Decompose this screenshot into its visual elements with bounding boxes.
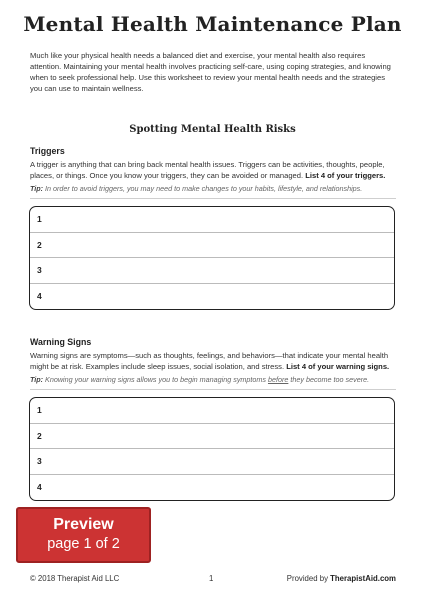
item-number: 2 [37, 430, 42, 441]
triggers-list [29, 206, 395, 310]
warning-signs-divider [30, 389, 396, 390]
footer-page-number: 1 [209, 574, 214, 583]
warning-signs-tip [30, 375, 400, 384]
item-number: 1 [37, 405, 42, 416]
warning-signs-list [29, 397, 395, 501]
triggers-divider [30, 198, 396, 199]
warning-signs-list-item[interactable] [30, 424, 394, 450]
warning-signs-list-item[interactable] [30, 449, 394, 475]
triggers-tip-label: Tip: [30, 184, 44, 193]
preview-title: Preview [53, 516, 114, 533]
warning-signs-heading: Warning Signs [30, 337, 92, 347]
section-heading: Spotting Mental Health Risks [129, 124, 296, 135]
warning-signs-tip-text-before: Knowing your warning signs allows you to begin managing symptoms [43, 375, 268, 384]
triggers-tip-text: In order to avoid triggers, you may need to make changes to your habits, lifestyle, and relationships. [43, 184, 363, 193]
triggers-heading: Triggers [30, 146, 65, 156]
page-title: Mental Health Maintenance Plan [23, 12, 402, 36]
preview-badge [16, 507, 151, 563]
item-number: 4 [37, 291, 42, 302]
triggers-list-item[interactable] [30, 207, 394, 233]
item-number: 3 [37, 456, 42, 467]
warning-signs-description [30, 350, 400, 372]
item-number: 1 [37, 214, 42, 225]
footer-provided-by-link[interactable]: TherapistAid.com [330, 574, 396, 583]
warning-signs-tip-label: Tip: [30, 375, 44, 384]
item-number: 3 [37, 265, 42, 276]
item-number: 4 [37, 482, 42, 493]
triggers-instruction: List 4 of your triggers. [305, 171, 386, 180]
intro-paragraph: Much like your physical health needs a balanced diet and exercise, your mental health also requires attention. Maintaining your mental health involves practicing self-care, using coping strategies, and knowing when to seek professional help. Use this worksheet to review your mental health needs and the strategies you can use to maintain wellness. [30, 51, 391, 93]
triggers-description [30, 159, 400, 181]
footer-provided-by [287, 574, 396, 583]
warning-signs-list-item[interactable] [30, 475, 394, 501]
item-number: 2 [37, 239, 42, 250]
warning-signs-description-text: Warning signs are symptoms—such as thoughts, feelings, and behaviors—that indicate your mental health might be at risk. Examples include sleep issues, social isolation, and stress. [30, 351, 389, 371]
warning-signs-tip-text-after: they become too severe. [288, 375, 370, 384]
preview-page-indicator: page 1 of 2 [47, 536, 120, 552]
footer-copyright: © 2018 Therapist Aid LLC [30, 574, 120, 583]
warning-signs-instruction: List 4 of your warning signs. [286, 362, 390, 371]
triggers-description-text: A trigger is anything that can bring back mental health issues. Triggers can be activities, thoughts, people, places, or things. Once you know your triggers, they can be avoided or managed. [30, 160, 385, 180]
triggers-list-item[interactable] [30, 284, 394, 310]
warning-signs-list-item[interactable] [30, 398, 394, 424]
triggers-tip [30, 184, 400, 193]
warning-signs-tip-emphasis: before [267, 375, 289, 384]
triggers-list-item[interactable] [30, 258, 394, 284]
footer-provided-by-prefix: Provided by [286, 574, 331, 583]
triggers-list-item[interactable] [30, 233, 394, 259]
